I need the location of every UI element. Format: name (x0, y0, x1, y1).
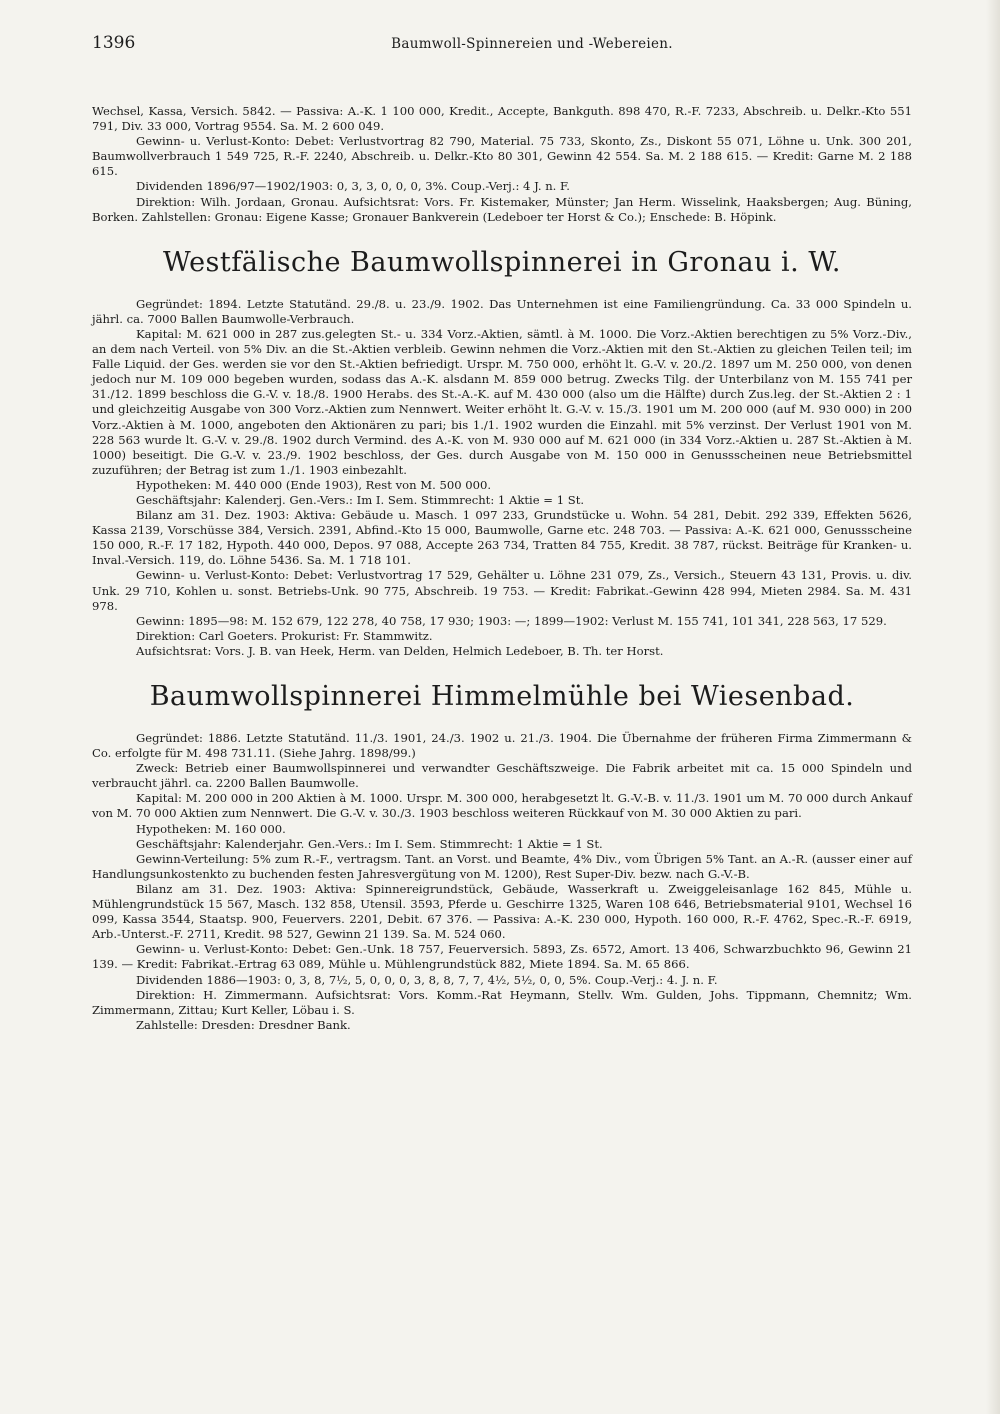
himmelmuehle-capital: Kapital: M. 200 000 in 200 Aktien à M. 1000. Urspr. M. 300 000, herabgesetzt lt. G.-V.-B. v. 11./3. 1901 um M. 70 000 durch Ankauf von M. 70 000 Aktien zum Nennwert. Die G.-V. v. 30./3. 1903 beschloss weiteren Rückkauf von M. 30 000 Aktien zu pari. (92, 791, 912, 821)
himmelmuehle-profit-distribution: Gewinn-Verteilung: 5% zum R.-F., vertragsm. Tant. an Vorst. und Beamte, 4% Div., vom Übrigen 5% Tant. an A.-R. (ausser einer auf Handlungsunkostenkto zu buchenden festen Jahresvergütung von M. 1200), Rest Super-Div. bezw. nach G.-V.-B. (92, 851, 912, 881)
document-page (92, 33, 912, 1033)
gronau-founded: Gegründet: 1894. Letzte Statutänd. 29./8. u. 23./9. 1902. Das Unternehmen ist eine Familiengründung. Ca. 33 000 Spindeln u. jährl. ca. 7000 Ballen Baumwolle-Verbrauch. (92, 296, 912, 326)
himmelmuehle-founded: Gegründet: 1886. Letzte Statutänd. 11./3. 1901, 24./3. 1902 u. 21./3. 1904. Die Übernahme der früheren Firma Zimmermann & Co. erfolgte für M. 498 731.11. (Siehe Jahrg. 1898/99.) (92, 731, 912, 761)
page-header (92, 33, 912, 66)
prev-paragraph-profit-loss: Gewinn- u. Verlust-Konto: Debet: Verlustvortrag 82 790, Material. 75 733, Skonto, Zs., Diskont 55 071, Löhne u. Unk. 300 201, Baumwollverbrauch 1 549 725, R.-F. 2240, Abschreib. u. Delkr.-Kto 80 301, Gewinn 42 554. Sa. M. 2 188 615. — Kredit: Garne M. 2 188 615. (92, 134, 912, 179)
himmelmuehle-mortgages: Hypotheken: M. 160 000. (136, 821, 286, 836)
prev-paragraph-dividends: Dividenden 1896/97—1902/1903: 0, 3, 3, 0, 0, 0, 3%. Coup.-Verj.: 4 J. n. F. (136, 179, 570, 194)
himmelmuehle-balance-sheet: Bilanz am 31. Dez. 1903: Aktiva: Spinnereigrundstück, Gebäude, Wasserkraft u. Zweiggeleisanlage 162 845, Mühle u. Mühlengrundstück 15 567, Masch. 132 858, Utensil. 3593, Pferde u. Geschirre 1325, Waren 108 646, Betriebsmaterial 9101, Wechsel 16 099, Kassa 3544, Staatsp. 900, Feuervers. 2201, Debit. 67 376. — Passiva: A.-K. 230 000, Hypoth. 160 000, R.-F. 4762, Spec.-R.-F. 6919, Arb.-Unterst.-F. 2711, Kredit. 98 527, Gewinn 21 139. Sa. M. 524 060. (92, 881, 912, 942)
himmelmuehle-fiscal-year: Geschäftsjahr: Kalenderjahr. Gen.-Vers.: Im I. Sem. Stimmrecht: 1 Aktie = 1 St. (136, 836, 603, 851)
himmelmuehle-purpose: Zweck: Betrieb einer Baumwollspinnerei und verwandter Geschäftszweige. Die Fabrik arbeitet mit ca. 15 000 Spindeln und verbraucht jährl. ca. 2200 Ballen Baumwolle. (92, 761, 912, 791)
himmelmuehle-management: Direktion: H. Zimmermann. Aufsichtsrat: Vors. Komm.-Rat Heymann, Stellv. Wm. Gulden, Johs. Tippmann, Chemnitz; Wm. Zimmermann, Zittau; Kurt Keller, Löbau i. S. (92, 987, 912, 1017)
page-number: 1396 (92, 33, 136, 53)
gronau-mortgages: Hypotheken: M. 440 000 (Ende 1903), Rest von M. 500 000. (136, 477, 492, 492)
section-title-gronau: Westfälische Baumwollspinnerei in Gronau i. W. (163, 246, 841, 278)
himmelmuehle-profit-loss: Gewinn- u. Verlust-Konto: Debet: Gen.-Unk. 18 757, Feuerversich. 5893, Zs. 6572, Amort. 13 406, Schwarzbuchkto 96, Gewinn 21 139. — Kredit: Fabrikat.-Ertrag 63 089, Mühle u. Mühlengrundstück 882, Miete 1894. Sa. M. 65 866. (92, 942, 912, 972)
prev-paragraph-balance-tail: Wechsel, Kassa, Versich. 5842. — Passiva: A.-K. 1 100 000, Kredit., Accepte, Bankguth. 898 470, R.-F. 7233, Abschreib. u. Delkr.-Kto 551 791, Div. 33 000, Vortrag 9554. Sa. M. 2 600 049. (92, 104, 912, 134)
gronau-profit-loss: Gewinn- u. Verlust-Konto: Debet: Verlustvortrag 17 529, Gehälter u. Löhne 231 079, Zs., Versich., Steuern 43 131, Provis. u. div. Unk. 29 710, Kohlen u. sonst. Betriebs-Unk. 90 775, Abschreib. 19 753. — Kredit: Fabrikat.-Gewinn 428 994, Mieten 2984. Sa. M. 431 978. (92, 568, 912, 613)
running-title: Baumwoll-Spinnereien und -Webereien. (391, 36, 673, 52)
section-gronau-body (92, 297, 912, 659)
section-himmelmuehle-body (92, 731, 912, 1033)
gronau-supervisory-board: Aufsichtsrat: Vors. J. B. van Heek, Herm. van Delden, Helmich Ledeboer, B. Th. ter Horst. (136, 643, 664, 658)
gronau-management: Direktion: Carl Goeters. Prokurist: Fr. Stammwitz. (136, 628, 433, 643)
himmelmuehle-dividends: Dividenden 1886—1903: 0, 3, 8, 7½, 5, 0, 0, 0, 3, 8, 8, 7, 7, 4½, 5½, 0, 0, 5%. Coup.-Verj.: 4. J. n. F. (136, 972, 718, 987)
gronau-balance-sheet: Bilanz am 31. Dez. 1903: Aktiva: Gebäude u. Masch. 1 097 233, Grundstücke u. Wohn. 54 281, Debit. 292 339, Effekten 5626, Kassa 2139, Vorschüsse 384, Versich. 2391, Abfind.-Kto 15 000, Baumwolle, Garne etc. 248 703. — Passiva: A.-K. 621 000, Genussscheine 150 000, R.-F. 17 182, Hypoth. 440 000, Depos. 97 088, Accepte 263 734, Tratten 84 755, Kredit. 38 787, rückst. Beiträge für Kranken- u. Inval.-Versich. 119, do. Löhne 5436. Sa. M. 1 718 101. (92, 508, 912, 568)
previous-entry-continuation (92, 104, 912, 225)
gronau-capital: Kapital: M. 621 000 in 287 zus.gelegten St.- u. 334 Vorz.-Aktien, sämtl. à M. 1000. Die Vorz.-Aktien berechtigen zu 5% Vorz.-Div., an dem nach Verteil. von 5% Div. an die St.-Aktien verbleib. Gewinn nehmen die Vorz.-Aktien mit den St.-Aktien zu gleichen Teilen teil; im Falle Liquid. der Ges. werden sie vor den St.-Aktien befriedigt. Urspr. M. 750 000, erhöht lt. G.-V. v. 20./2. 1897 um M. 250 000, von denen jedoch nur M. 109 000 begeben wurden, sodass das A.-K. alsdann M. 859 000 betrug. Zwecks Tilg. der Unterbilanz von M. 155 741 per 31./12. 1899 beschloss die G.-V. v. 18./8. 1900 Herabs. des St.-A.-K. auf M. 430 000 (also um die Hälfte) durch Zus.leg. der St.-Aktien 2 : 1 und gleichzeitig Ausgabe von 300 Vorz.-Aktien zum Nennwert. Weiter erhöht lt. G.-V. v. 15./3. 1901 um M. 200 000 (auf M. 930 000) in 200 Vorz.-Aktien à M. 1000, angeboten den Aktionären zu pari; bis 1./1. 1902 wurden die Einzahl. mit 5% verzinst. Der Verlust 1901 von M. 228 563 wurde lt. G.-V. v. 29./8. 1902 durch Vermind. des A.-K. von M. 930 000 auf M. 621 000 (in 334 Vorz.-Aktien u. 287 St.-Aktien à M. 1000) beseitigt. Die G.-V. v. 23./9. 1902 beschloss, der Ges. durch Ausgabe von M. 150 000 in Genussscheinen neue Betriebsmittel zuzuführen; der Betrag ist zum 1./1. 1903 einbezahlt. (92, 326, 912, 477)
gronau-fiscal-year: Geschäftsjahr: Kalenderj. Gen.-Vers.: Im I. Sem. Stimmrecht: 1 Aktie = 1 St. (136, 492, 585, 507)
himmelmuehle-paying-agent: Zahlstelle: Dresden: Dresdner Bank. (136, 1017, 351, 1032)
section-title-himmelmuehle: Baumwollspinnerei Himmelmühle bei Wiesenbad. (149, 681, 855, 712)
page-edge-shadow (986, 0, 1000, 1414)
gronau-profit-history: Gewinn: 1895—98: M. 152 679, 122 278, 40 758, 17 930; 1903: —; 1899—1902: Verlust M. 155 741, 101 341, 228 563, 17 529. (136, 613, 887, 628)
prev-paragraph-management: Direktion: Wilh. Jordaan, Gronau. Aufsichtsrat: Vors. Fr. Kistemaker, Münster; Jan Herm. Wisselink, Haaksbergen; Aug. Büning, Borken. Zahlstellen: Gronau: Eigene Kasse; Gronauer Bankverein (Ledeboer ter Horst & Co.); Enschede: B. Höpink. (92, 194, 912, 224)
